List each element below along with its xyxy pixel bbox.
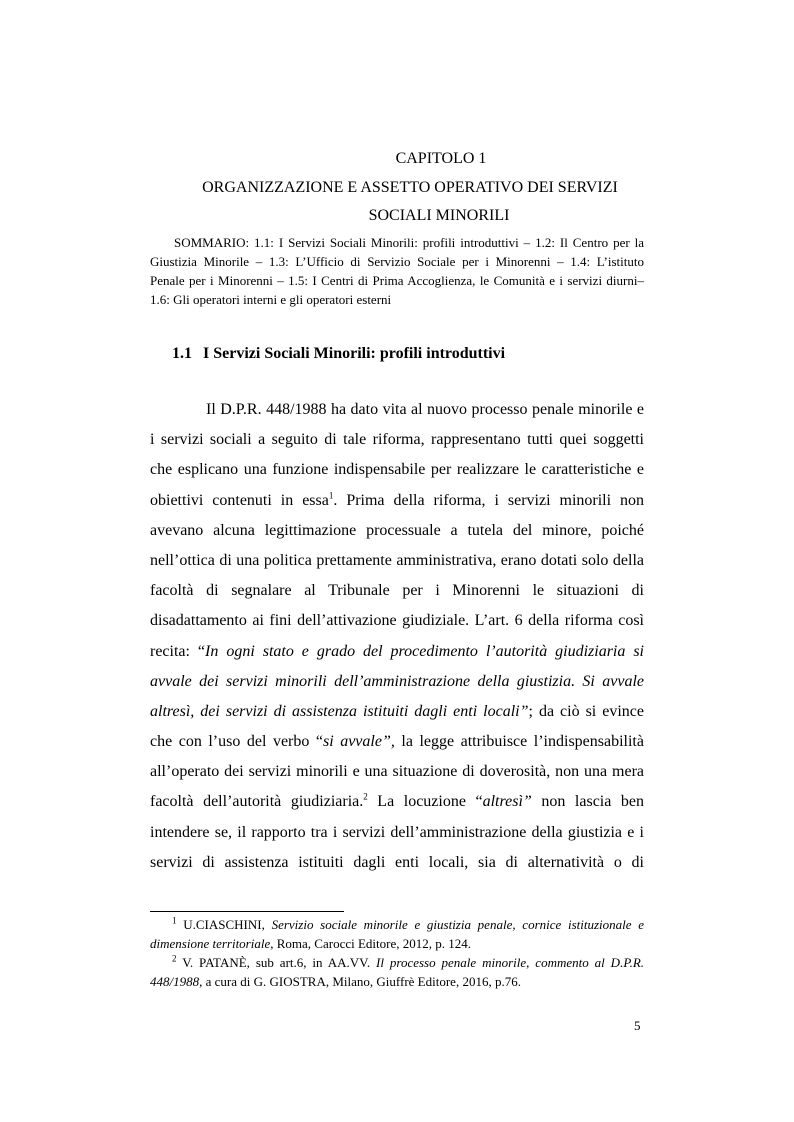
footnote-1: $^1$ U.CIASCHINI, Servizio sociale minorile e giustizia penale, cornice istituzionale e dimensione territoriale, Roma, Carocci Editore, 2012, p. 124. [150,915,645,951]
summary-line: Giustizia Minorile – 1.3: L’Ufficio di Servizio Sociale per i Minorenni – 1.4: L’istituto [150,254,644,269]
footnotes [150,915,644,991]
body-line: facoltà dell’autorità giudiziaria.$^2$ La locuzione “altresì” non lascia ben [150,792,645,811]
body-line: recita: “In ogni stato e grado del procedimento l’autorità giudiziaria si [150,642,644,660]
footnote-ref-1: 1 [328,490,334,501]
footnote-ref-2: 2 [363,792,368,803]
footnote-2: $^2$ V. PATANÈ, sub art.6, in AA.VV. Il processo penale minorile, commento al D.P.R. 448/1988, a cura di G. GIOSTRA, Milano, Giuffrè Editore, 2016, p.76. [150,953,645,989]
body-line: nell’ottica di una politica prettamente amministrativa, erano dotati solo della [150,551,644,569]
body-text [150,399,644,882]
chapter-title-line-2: SOCIALI MINORILI [368,207,510,224]
summary-block [150,233,644,309]
chapter-title-line-1: ORGANIZZAZIONE E ASSETTO OPERATIVO DEI SERVIZI [202,179,618,196]
body-line: i servizi sociali a seguito di tale riforma, rappresentano tutti quei soggetti [150,431,644,449]
body-line: Il D.P.R. 448/1988 ha dato vita al nuovo processo penale minorile e [206,401,644,418]
body-line: servizi di assistenza istituiti dagli enti locali, sia di alternatività o di [150,853,644,871]
section-heading [172,345,505,363]
section-number: 1.1 [172,345,192,362]
body-line: intendere se, il rapporto tra i servizi dell’amministrazione della giustizia e i [150,823,644,841]
footnote-divider [150,911,344,912]
summary-line: SOMMARIO: 1.1: I Servizi Sociali Minorili: profili introduttivi – 1.2: Il Centro per la [174,235,644,250]
body-line: all’operato dei servizi minorili e una situazione di doverosità, non una mera [150,763,644,781]
body-line: altresì, dei servizi di assistenza istituiti dagli enti locali”; da ciò si evince [150,702,644,720]
page-number: 5 [634,1018,641,1033]
chapter-heading: CAPITOLO 1 [395,150,487,167]
summary-line: Penale per i Minorenni – 1.5: I Centri di Prima Accoglienza, le Comunità e i servizi diurni– [150,273,644,288]
body-line: che esplicano una funzione indispensabile per realizzare le caratteristiche e [150,461,644,479]
body-line: facoltà di segnalare al Tribunale per i Minorenni le situazioni di [150,582,644,600]
summary-line: 1.6: Gli operatori interni e gli operatori esterni [150,292,392,307]
body-line: obiettivi contenuti in essa$^1$. Prima della riforma, i servizi minorili non [150,490,645,509]
body-line: avvale dei servizi minorili dell’amministrazione della giustizia. Si avvale [150,672,644,690]
body-line: che con l’uso del verbo “si avvale”, la legge attribuisce l’indispensabilità [150,733,644,751]
body-line: avevano alcuna legittimazione processuale a tutela del minore, poiché [150,521,644,539]
body-line: disadattamento ai fini dell’attivazione giudiziale. L’art. 6 della riforma così [150,612,644,630]
section-title: I Servizi Sociali Minorili: profili introduttivi [203,345,506,362]
